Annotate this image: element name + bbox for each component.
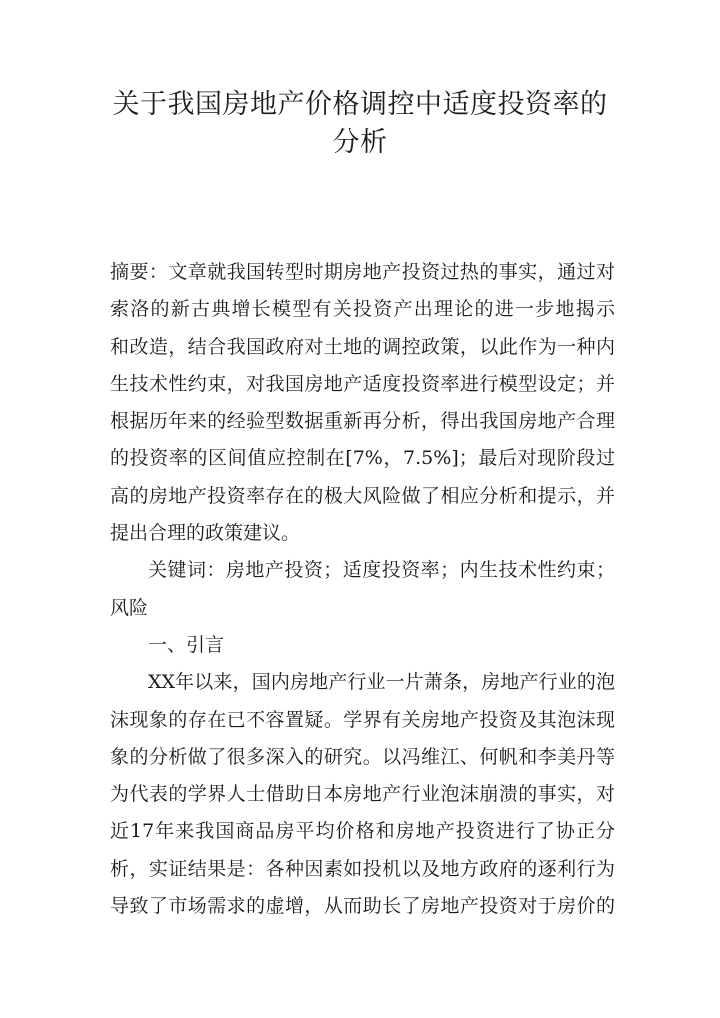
abstract-line: 高的房地产投资率存在的极大风险做了相应分析和提示，并 [110,484,615,507]
intro-line: 近17年来我国商品房平均价格和房地产投资进行了协正分 [110,820,615,843]
abstract-line: 生技术性约束，对我国房地产适度投资率进行模型设定；并 [110,372,615,395]
intro-paragraph [110,664,615,925]
keywords-line: 关键词：房地产投资；适度投资率；内生技术性约束； [148,559,615,582]
abstract-paragraph [110,254,615,552]
intro-line: 为代表的学界人士借助日本房地产行业泡沫崩溃的事实，对 [110,783,615,806]
title-line: 关于我国房地产价格调控中适度投资率的 [112,89,608,120]
intro-line: 沫现象的存在已不容置疑。学界有关房地产投资及其泡沫现 [110,708,615,731]
intro-line: 析，实证结果是：各种因素如投机以及地方政府的逐利行为 [110,857,615,880]
keywords-line: 风险 [110,596,149,619]
abstract-line: 提出合理的政策建议。 [110,522,301,545]
abstract-line: 的投资率的区间值应控制在[7%，7.5%]；最后对现阶段过 [110,447,615,470]
abstract-line: 索洛的新古典增长模型有关投资产出理论的进一步地揭示 [110,298,615,321]
document-title [0,86,720,162]
abstract-line: 摘要：文章就我国转型时期房地产投资过热的事实，通过对 [110,261,615,283]
intro-line: 导致了市场需求的虚增，从而助长了房地产投资对于房价的 [110,895,615,918]
section-heading: 一、引言 [148,633,225,656]
title-line: 分析 [332,127,388,158]
abstract-line: 根据历年来的经验型数据重新再分析，得出我国房地产合理 [110,410,615,433]
keywords-paragraph [110,552,615,627]
abstract-line: 和改造，结合我国政府对土地的调控政策，以此作为一种内 [110,335,615,358]
intro-line: 象的分析做了很多深入的研究。以冯维江、何帆和李美丹等 [110,745,615,768]
intro-line: XX年以来，国内房地产行业一片萧条，房地产行业的泡 [148,671,615,694]
document-body [110,254,615,925]
